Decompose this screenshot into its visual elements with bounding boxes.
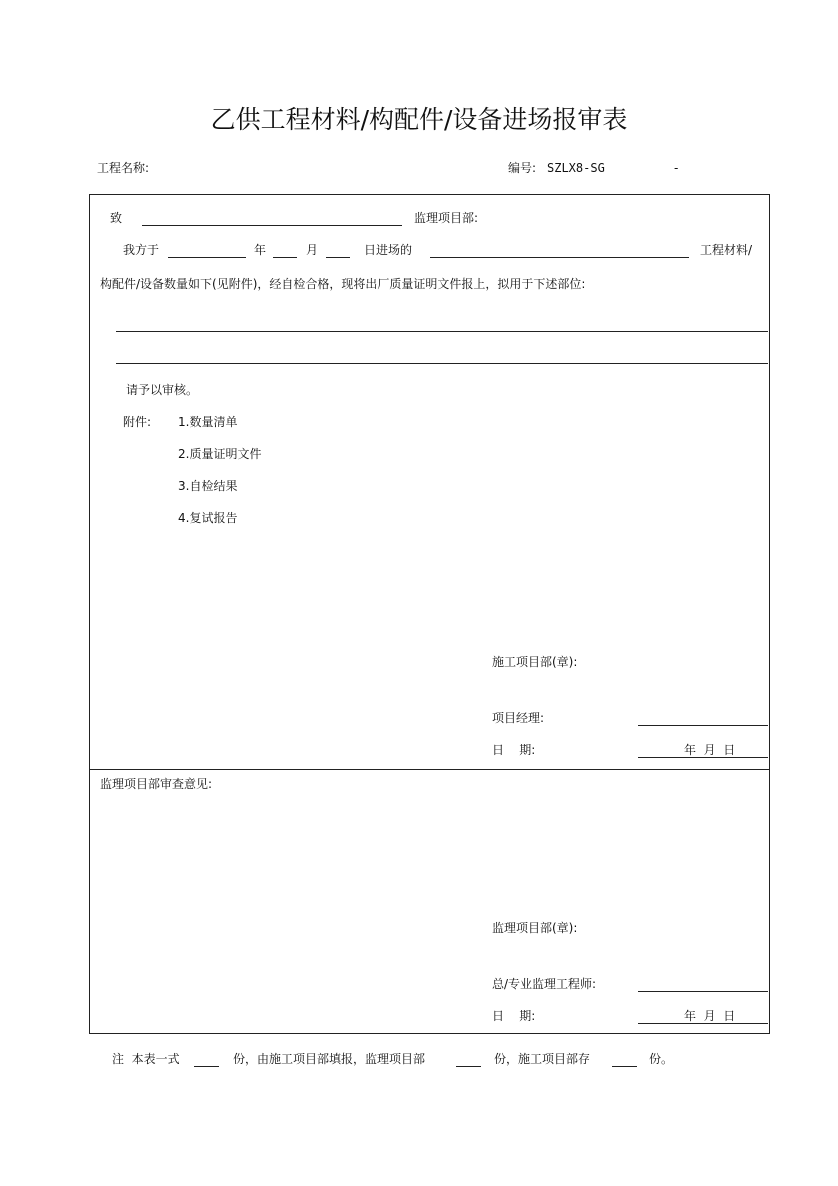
footer-note-prefix: 注 本表一式 <box>112 1052 180 1066</box>
project-manager-signature[interactable] <box>638 725 768 726</box>
number-label: 编号: <box>508 161 537 175</box>
attachment-item: 3.自检结果 <box>178 479 238 493</box>
day-blank[interactable] <box>326 257 350 258</box>
construction-dept-seal: 施工项目部(章): <box>492 655 578 669</box>
month-blank[interactable] <box>273 257 297 258</box>
footer-part1: 份，由施工项目部填报，监理项目部 <box>233 1052 426 1066</box>
attachment-item: 2.质量证明文件 <box>178 447 262 461</box>
chief-engineer-signature[interactable] <box>638 991 768 992</box>
copies-supervision-blank[interactable] <box>456 1066 481 1067</box>
review-opinion-label: 监理项目部审查意见: <box>100 777 213 791</box>
footer-part3: 份。 <box>649 1052 674 1066</box>
day-entered-label: 日进场的 <box>364 243 413 257</box>
year-label: 年 <box>254 243 267 257</box>
construction-date-ymd: 年 月 日 <box>684 743 736 757</box>
recipient-blank[interactable] <box>142 225 402 226</box>
copies-construction-blank[interactable] <box>612 1066 637 1067</box>
we-on-label: 我方于 <box>123 243 160 257</box>
number-dash: - <box>674 161 679 175</box>
please-review: 请予以审核。 <box>126 383 199 397</box>
attachments-label: 附件: <box>123 415 152 429</box>
description-line: 构配件/设备数量如下(见附件)，经自检合格，现将出厂质量证明文件报上，拟用于下述部位: <box>100 277 586 291</box>
location-line-1[interactable] <box>116 331 768 332</box>
materials-suffix: 工程材料/ <box>700 243 753 257</box>
supervision-seal: 监理项目部(章): <box>492 921 578 935</box>
materials-blank[interactable] <box>430 257 689 258</box>
attachment-item: 4.复试报告 <box>178 511 238 525</box>
to-label: 致 <box>110 211 123 225</box>
review-date-line[interactable] <box>638 1023 768 1024</box>
copies-total-blank[interactable] <box>194 1066 219 1067</box>
project-name-label: 工程名称: <box>97 161 150 175</box>
review-date-label: 日 期: <box>492 1009 536 1023</box>
project-manager-label: 项目经理: <box>492 711 545 725</box>
supervision-dept-label: 监理项目部: <box>414 211 479 225</box>
location-line-2[interactable] <box>116 363 768 364</box>
number-value: SZLX8-SG <box>547 161 605 175</box>
month-label: 月 <box>306 243 319 257</box>
attachment-item: 1.数量清单 <box>178 415 238 429</box>
construction-date-line[interactable] <box>638 757 768 758</box>
footer-part2: 份，施工项目部存 <box>494 1052 591 1066</box>
chief-engineer-label: 总/专业监理工程师: <box>492 977 597 991</box>
review-date-ymd: 年 月 日 <box>684 1009 736 1023</box>
page-title: 乙供工程材料/构配件/设备进场报审表 <box>210 105 628 134</box>
construction-date-label: 日 期: <box>492 743 536 757</box>
year-blank[interactable] <box>168 257 246 258</box>
review-section <box>89 768 770 1034</box>
